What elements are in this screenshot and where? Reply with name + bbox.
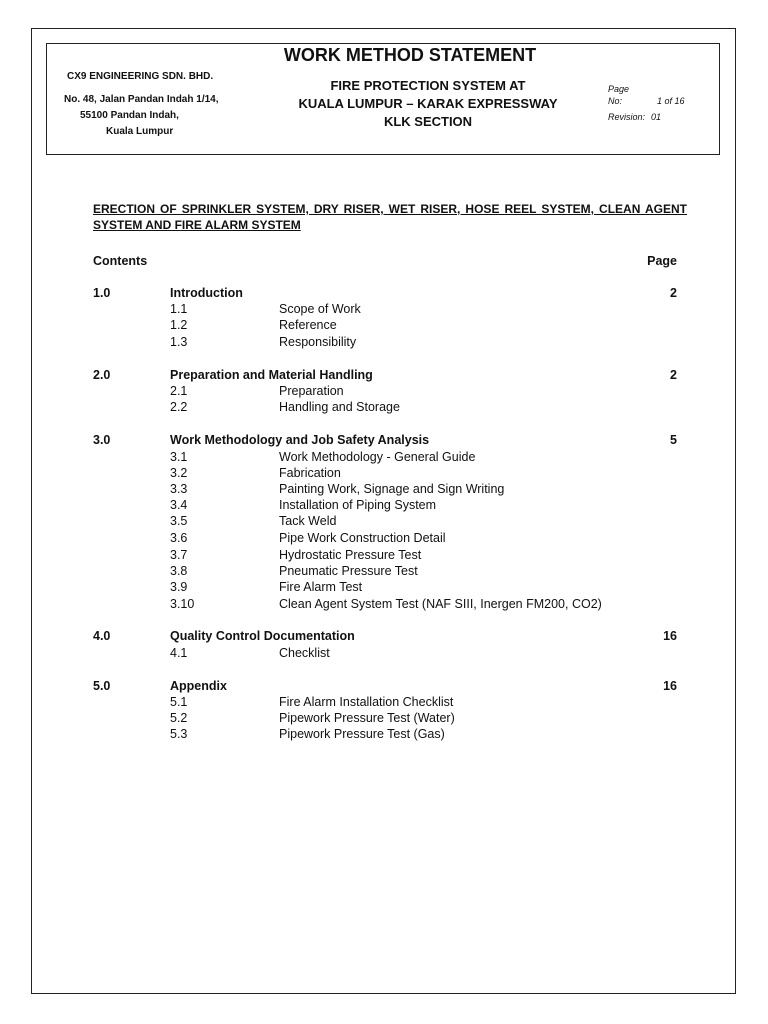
toc-item-title: Fire Alarm Installation Checklist [279,695,454,709]
toc-item-number: 3.9 [170,580,188,594]
toc-item-number: 1.1 [170,302,188,316]
toc-item-title: Scope of Work [279,302,361,316]
toc-item-title: Clean Agent System Test (NAF SIII, Inergen FM200, CO2) [279,597,602,611]
toc-section-page: 2 [670,286,677,300]
toc-item-title: Installation of Piping System [279,498,437,512]
toc-section-title: Work Methodology and Job Safety Analysis [170,433,430,447]
toc-item-title: Pipework Pressure Test (Gas) [279,727,445,741]
toc-item-number: 3.5 [170,514,188,528]
toc-item-title: Preparation [279,384,344,398]
toc-section-title: Appendix [170,679,227,693]
toc-item-title: Checklist [279,646,330,660]
toc-item-number: 3.2 [170,466,188,480]
toc-item-title: Tack Weld [279,514,337,528]
toc-section-number: 3.0 [93,433,111,447]
toc-item-number: 3.1 [170,450,188,464]
toc-section-page: 5 [670,433,677,447]
contents-label: Contents [93,254,148,268]
toc-item-number: 2.1 [170,384,188,398]
toc-item-number: 3.3 [170,482,188,496]
company-address-line2: 55100 Pandan Indah, [80,110,179,121]
toc-item-number: 1.2 [170,318,188,332]
company-name: CX9 ENGINEERING SDN. BHD. [67,71,214,82]
revision-number: 01 [651,112,662,122]
contents-page-label: Page [647,254,677,268]
toc-item-number: 1.3 [170,335,188,349]
subtitle-line2: KUALA LUMPUR – KARAK EXPRESSWAY [298,96,558,111]
toc-item-number: 5.3 [170,727,188,741]
toc-item-number: 2.2 [170,400,188,414]
revision-label: Revision: [608,112,646,122]
toc-item-number: 4.1 [170,646,188,660]
toc-section-page: 16 [663,629,677,643]
toc-item-title: Hydrostatic Pressure Test [279,548,422,562]
page-label: Page [608,84,630,94]
toc-item-number: 3.8 [170,564,188,578]
toc-item-title: Pipe Work Construction Detail [279,531,446,545]
toc-item-title: Responsibility [279,335,357,349]
company-address-line3: Kuala Lumpur [106,126,174,137]
company-address-line1: No. 48, Jalan Pandan Indah 1/14, [64,94,219,105]
toc-item-number: 3.4 [170,498,188,512]
toc-item-title: Pneumatic Pressure Test [279,564,418,578]
toc-item-title: Work Methodology - General Guide [279,450,476,464]
subtitle-line3: KLK SECTION [383,114,473,129]
toc-section-number: 1.0 [93,286,111,300]
toc-item-title: Reference [279,318,337,332]
toc-item-title: Fire Alarm Test [279,580,363,594]
toc-item-number: 3.10 [170,597,195,611]
toc-section-title: Introduction [170,286,243,300]
toc-section-number: 2.0 [93,368,111,382]
toc-section-title: Preparation and Material Handling [170,368,373,382]
toc-item-title: Fabrication [279,466,341,480]
toc-item-title: Handling and Storage [279,400,400,414]
page-number: 1 of 16 [657,96,685,106]
toc-section-page: 2 [670,368,677,382]
toc-section-page: 16 [663,679,677,693]
subtitle-line1: FIRE PROTECTION SYSTEM AT [330,78,526,93]
toc-item-number: 5.2 [170,711,188,725]
toc-item-title: Pipework Pressure Test (Water) [279,711,455,725]
document-title: WORK METHOD STATEMENT [283,45,537,65]
toc-section-title: Quality Control Documentation [170,629,355,643]
toc-item-number: 5.1 [170,695,188,709]
toc-item-number: 3.7 [170,548,188,562]
toc-item-title: Painting Work, Signage and Sign Writing [279,482,505,496]
toc-section-number: 4.0 [93,629,111,643]
toc-section-number: 5.0 [93,679,111,693]
toc-item-number: 3.6 [170,531,188,545]
page-no-label: No: [608,96,623,106]
section-heading: ERECTION OF SPRINKLER SYSTEM, DRY RISER, WET RISER, HOSE REEL SYSTEM, CLEAN AGENT SYSTEM AND FIRE ALARM SYSTEM [93,202,687,232]
